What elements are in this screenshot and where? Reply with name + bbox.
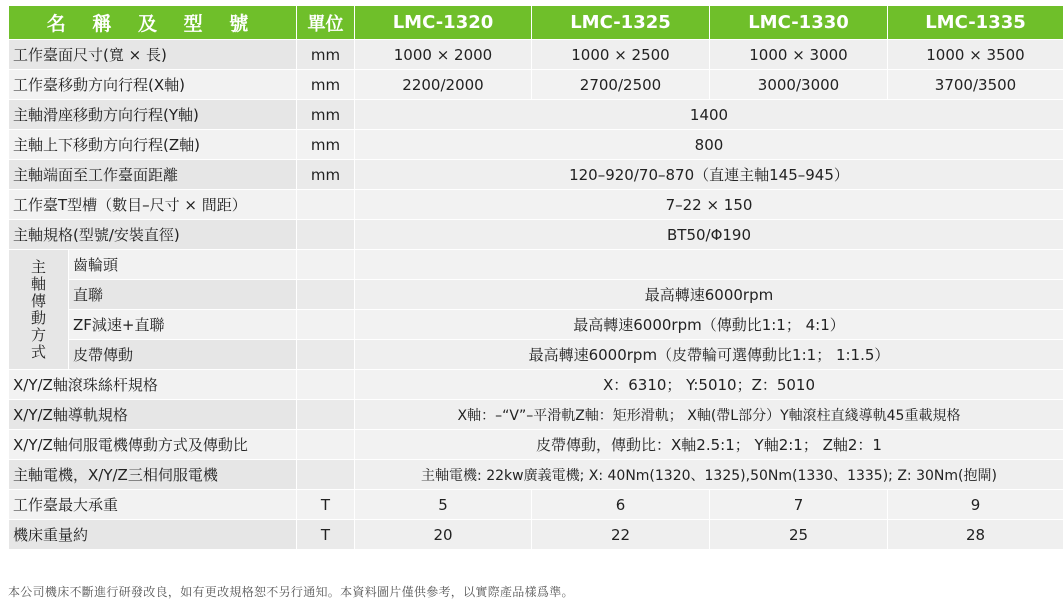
drive-item-value: 最高轉速6000rpm（傳動比1:1； 4:1） xyxy=(355,310,1063,340)
row-value: 1000 × 2500 xyxy=(532,40,710,70)
row-label: 工作臺面尺寸(寬 × 長) xyxy=(9,40,297,70)
row-value: 22 xyxy=(532,520,710,550)
row-value: 20 xyxy=(355,520,532,550)
row-unit xyxy=(297,460,355,490)
drive-group-char: 方 xyxy=(30,325,46,344)
table-row xyxy=(9,340,1063,370)
header-model: LMC-1330 xyxy=(710,6,888,40)
drive-item-value: 最高轉速6000rpm xyxy=(355,280,1063,310)
drive-group-label xyxy=(9,250,69,370)
row-unit: T xyxy=(297,520,355,550)
header-row xyxy=(9,6,1063,40)
row-value: 1000 × 3000 xyxy=(710,40,888,70)
row-value: 28 xyxy=(888,520,1063,550)
row-value: 1400 xyxy=(355,100,1063,130)
table-row xyxy=(9,520,1063,550)
drive-item-value: 最高轉速6000rpm（皮帶輪可選傳動比1:1； 1:1.5） xyxy=(355,340,1063,370)
drive-item-label: ZF減速+直聯 xyxy=(69,310,297,340)
row-label: 工作臺移動方向行程(X軸) xyxy=(9,70,297,100)
row-value: 1000 × 2000 xyxy=(355,40,532,70)
row-value: 9 xyxy=(888,490,1063,520)
row-value: 2200/2000 xyxy=(355,70,532,100)
table-row xyxy=(9,370,1063,400)
row-unit: mm xyxy=(297,100,355,130)
row-unit xyxy=(297,310,355,340)
row-value: 25 xyxy=(710,520,888,550)
row-unit xyxy=(297,340,355,370)
row-value: X：6310； Y:5010；Z：5010 xyxy=(355,370,1063,400)
spec-table xyxy=(8,5,1063,550)
row-unit: mm xyxy=(297,160,355,190)
row-label: 機床重量約 xyxy=(9,520,297,550)
table-row xyxy=(9,100,1063,130)
row-unit: mm xyxy=(297,40,355,70)
table-row xyxy=(9,160,1063,190)
row-unit: mm xyxy=(297,130,355,160)
table-row xyxy=(9,190,1063,220)
row-unit xyxy=(297,220,355,250)
drive-item-label: 直聯 xyxy=(69,280,297,310)
header-model: LMC-1335 xyxy=(888,6,1063,40)
row-unit xyxy=(297,370,355,400)
drive-group-char: 主 xyxy=(30,257,46,276)
row-unit: T xyxy=(297,490,355,520)
row-label: 主軸規格(型號/安裝直徑) xyxy=(9,220,297,250)
table-row xyxy=(9,430,1063,460)
row-value: 7 xyxy=(710,490,888,520)
header-name: 名 稱 及 型 號 xyxy=(9,6,297,40)
row-unit xyxy=(297,430,355,460)
row-unit xyxy=(297,280,355,310)
table-row xyxy=(9,40,1063,70)
row-value: 主軸電機: 22kw廣義電機; X: 40Nm(1320、1325),50Nm(1330、1335); Z: 30Nm(抱閘) xyxy=(355,460,1063,490)
row-value: 120–920/70–870（直連主軸145–945） xyxy=(355,160,1063,190)
row-value: 5 xyxy=(355,490,532,520)
header-model: LMC-1325 xyxy=(532,6,710,40)
row-value: 3000/3000 xyxy=(710,70,888,100)
row-value: 1000 × 3500 xyxy=(888,40,1063,70)
table-row xyxy=(9,310,1063,340)
row-unit xyxy=(297,400,355,430)
row-label: X/Y/Z軸滾珠絲杆規格 xyxy=(9,370,297,400)
drive-group-char: 傳 xyxy=(30,291,46,310)
table-row xyxy=(9,280,1063,310)
row-unit: mm xyxy=(297,70,355,100)
table-row xyxy=(9,70,1063,100)
footnote: 本公司機床不斷進行研發改良，如有更改規格恕不另行通知。本資料圖片僅供參考，以實際產品樣爲準。 xyxy=(8,585,574,599)
row-value: X軸：–“V”–平滑軌Z軸：矩形滑軌； X軸(帶L部分）Y軸滾柱直綫導軌45重載規格 xyxy=(355,400,1063,430)
drive-group-char: 軸 xyxy=(30,274,46,293)
row-label: 工作臺T型槽（數目–尺寸 × 間距） xyxy=(9,190,297,220)
row-label: 主軸端面至工作臺面距離 xyxy=(9,160,297,190)
drive-item-label: 皮帶傳動 xyxy=(69,340,297,370)
table-row xyxy=(9,130,1063,160)
header-unit: 單位 xyxy=(297,6,355,40)
table-row xyxy=(9,250,1063,280)
row-value: 800 xyxy=(355,130,1063,160)
row-value: 3700/3500 xyxy=(888,70,1063,100)
row-value: 2700/2500 xyxy=(532,70,710,100)
drive-item-label: 齒輪頭 xyxy=(69,250,297,280)
row-value: 皮帶傳動，傳動比：X軸2.5:1； Y軸2:1； Z軸2：1 xyxy=(355,430,1063,460)
row-label: 主軸電機，X/Y/Z三相伺服電機 xyxy=(9,460,297,490)
drive-item-value xyxy=(355,250,1063,280)
table-row xyxy=(9,220,1063,250)
row-label: 工作臺最大承重 xyxy=(9,490,297,520)
row-label: 主軸滑座移動方向行程(Y軸) xyxy=(9,100,297,130)
row-label: 主軸上下移動方向行程(Z軸) xyxy=(9,130,297,160)
table-row xyxy=(9,490,1063,520)
row-label: X/Y/Z軸伺服電機傳動方式及傳動比 xyxy=(9,430,297,460)
row-value: 7–22 × 150 xyxy=(355,190,1063,220)
drive-group-char: 動 xyxy=(30,308,46,327)
row-value: 6 xyxy=(532,490,710,520)
drive-group-char: 式 xyxy=(30,342,46,361)
table-row xyxy=(9,400,1063,430)
header-model: LMC-1320 xyxy=(355,6,532,40)
table-row xyxy=(9,460,1063,490)
row-value: BT50/Φ190 xyxy=(355,220,1063,250)
row-unit xyxy=(297,250,355,280)
row-unit xyxy=(297,190,355,220)
row-label: X/Y/Z軸導軌規格 xyxy=(9,400,297,430)
